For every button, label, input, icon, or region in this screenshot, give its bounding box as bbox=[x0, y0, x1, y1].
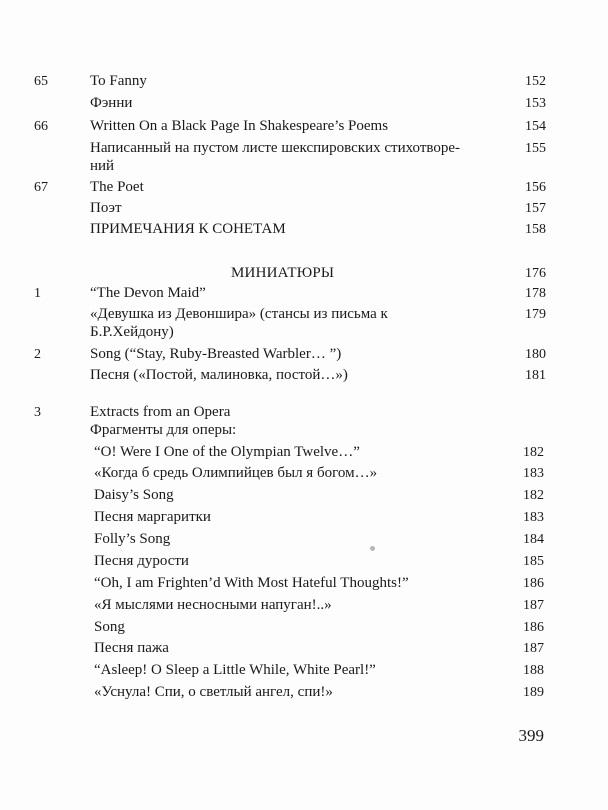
entry-page: 189 bbox=[523, 685, 544, 700]
entry-page: 186 bbox=[523, 576, 544, 591]
entry-title: Фэнни bbox=[90, 95, 133, 111]
section-heading: МИНИАТЮРЫ bbox=[231, 265, 335, 281]
entry-number: 65 bbox=[34, 74, 48, 89]
entry-page: 186 bbox=[523, 620, 544, 635]
entry-title: “The Devon Maid” bbox=[90, 285, 206, 301]
entry-title: The Poet bbox=[90, 179, 144, 195]
entry-title: “Asleep! O Sleep a Little While, White Pearl!” bbox=[94, 662, 376, 678]
entry-page: 154 bbox=[525, 119, 546, 134]
entry-page: 187 bbox=[523, 598, 544, 613]
entry-title: Song (“Stay, Ruby-Breasted Warbler… ”) bbox=[90, 346, 342, 362]
entry-page: 181 bbox=[525, 368, 546, 383]
entry-page: 188 bbox=[523, 663, 544, 678]
entry-page: 185 bbox=[523, 554, 544, 569]
entry-title: Песня («Постой, малиновка, постой…») bbox=[90, 367, 348, 383]
entry-page: 155 bbox=[525, 141, 546, 156]
entry-page: 158 bbox=[525, 222, 546, 237]
entry-title: ний bbox=[90, 158, 115, 174]
entry-title: Фрагменты для оперы: bbox=[90, 422, 237, 438]
entry-page: 178 bbox=[525, 286, 546, 301]
entry-page: 182 bbox=[523, 488, 544, 503]
entry-page: 156 bbox=[525, 180, 546, 195]
entry-title: «Когда б средь Олимпийцев был я богом…» bbox=[94, 465, 378, 481]
entry-title: Extracts from an Opera bbox=[90, 404, 231, 420]
entry-page: 153 bbox=[525, 96, 546, 111]
entry-title: Написанный на пустом листе шекспировских стихотворе- bbox=[90, 140, 461, 156]
entry-page: 184 bbox=[523, 532, 544, 547]
entry-title: Б.Р.Хейдону) bbox=[90, 324, 174, 340]
entry-title: “O! Were I One of the Olympian Twelve…” bbox=[94, 444, 360, 460]
entry-title: “Oh, I am Frighten’d With Most Hateful Thoughts!” bbox=[94, 575, 409, 591]
entry-title: Песня маргаритки bbox=[94, 509, 211, 525]
entry-title: Written On a Black Page In Shakespeare’s Poems bbox=[90, 118, 389, 134]
entry-title: «Уснула! Спи, о светлый ангел, спи!» bbox=[94, 684, 333, 700]
entry-title: «Девушка из Девоншира» (стансы из письма к bbox=[90, 306, 388, 322]
entry-page: 182 bbox=[523, 445, 544, 460]
entry-title: Песня дурости bbox=[94, 553, 189, 569]
entry-title: Song bbox=[94, 619, 125, 635]
entry-page: 183 bbox=[523, 510, 544, 525]
entry-page: 176 bbox=[525, 266, 546, 281]
entry-title: ПРИМЕЧАНИЯ К СОНЕТАМ bbox=[90, 221, 286, 237]
entry-page: 187 bbox=[523, 641, 544, 656]
entry-title: «Я мыслями несносными напуган!..» bbox=[94, 597, 332, 613]
entry-number: 67 bbox=[34, 180, 48, 195]
entry-number: 3 bbox=[34, 405, 41, 420]
entry-page: 183 bbox=[523, 466, 544, 481]
entry-title: To Fanny bbox=[90, 73, 147, 89]
entry-page: 179 bbox=[525, 307, 546, 322]
entry-page: 157 bbox=[525, 201, 546, 216]
entry-title: Поэт bbox=[90, 200, 122, 216]
entry-title: Daisy’s Song bbox=[94, 487, 174, 503]
ink-speck bbox=[370, 546, 375, 551]
entry-page: 152 bbox=[525, 74, 546, 89]
entry-number: 66 bbox=[34, 119, 48, 134]
entry-title: Песня пажа bbox=[94, 640, 169, 656]
entry-number: 2 bbox=[34, 347, 41, 362]
entry-page: 180 bbox=[525, 347, 546, 362]
entry-number: 1 bbox=[34, 286, 41, 301]
entry-title: Folly’s Song bbox=[94, 531, 171, 547]
page-number: 399 bbox=[518, 726, 544, 745]
